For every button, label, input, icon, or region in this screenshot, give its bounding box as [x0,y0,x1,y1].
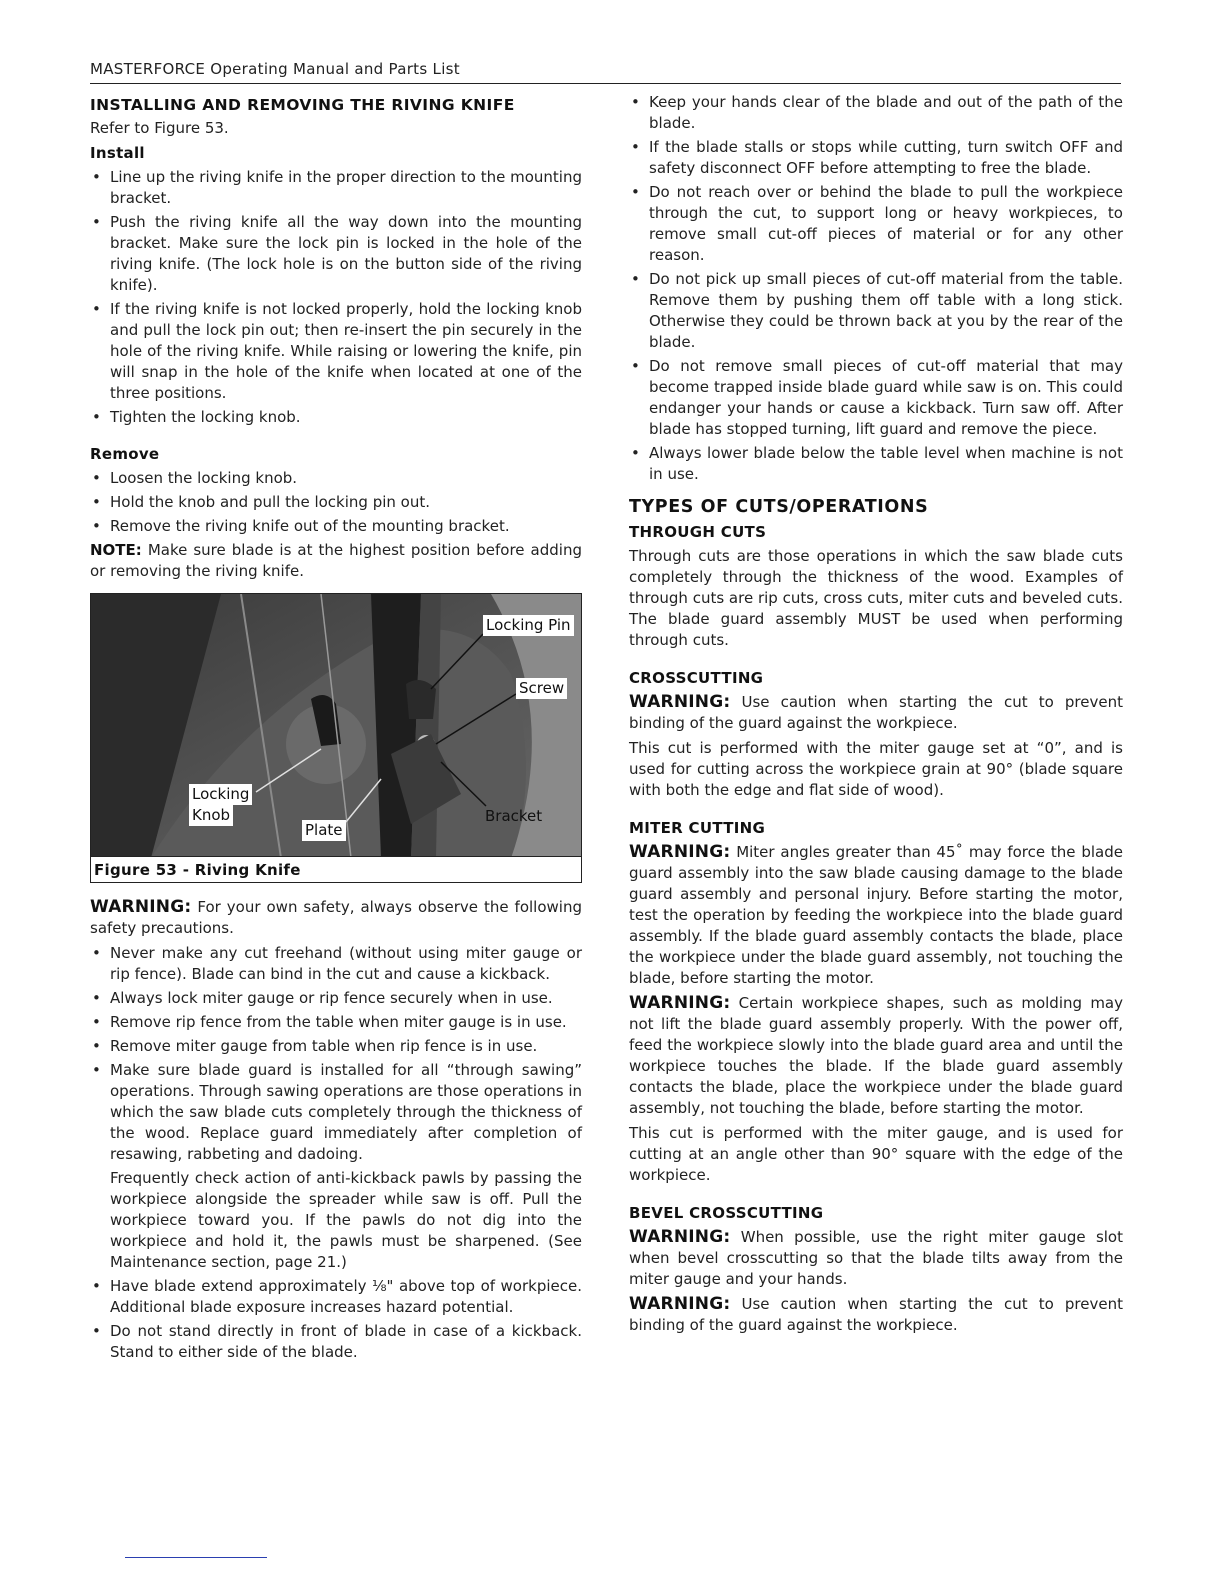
list-item: • Loosen the locking knob. [90,468,582,489]
refer-text: Refer to Figure 53. [90,119,229,137]
crosscut-text: This cut is performed with the miter gauge set at “0”, and is used for cutting across the workpiece grain at 90° (blade square with both the edge and flat side of wood). [629,739,1123,799]
remove-heading: Remove [90,445,160,463]
list-item: • Always lower blade below the table level when machine is not in use. [629,443,1123,485]
warning-label: WARNING: [90,897,192,917]
left-column [90,92,582,1366]
list-item: • Hold the knob and pull the locking pin out. [90,492,582,513]
miter-warning-1-text: Miter angles greater than 45˚ may force the blade guard assembly into the saw blade causing damage to the blade guard assembly and personal injury. Before starting the motor, test the operation by feeding the workpiece into the blade guard assembly. If the blade guard assembly contacts the blade, place the workpiece under the blade guard assembly, not touching the blade, before starting the motor. [629,843,1123,987]
crosscut-heading: CROSSCUTTING [629,669,764,687]
list-item: • Remove rip fence from the table when miter gauge is in use. [90,1012,582,1033]
note-text: Make sure blade is at the highest position before adding or removing the riving knife. [90,541,582,580]
remove-list [90,468,582,537]
miter-warning-1 [629,842,1123,989]
warning-label: WARNING: [629,1227,731,1247]
right-safety-list [629,92,1123,485]
list-item: • Make sure blade guard is installed for all “through sawing” operations. Through sawing operations are those operations in which the saw blade cuts completely through the thickness of the wood. Replace guard immediately after completion of resawing, rabbeting and dadoing. [90,1060,582,1165]
types-heading: TYPES OF CUTS/OPERATIONS [629,497,929,517]
list-item: • Do not stand directly in front of blade in case of a kickback. Stand to either side of the blade. [90,1321,582,1363]
warning-paragraph [90,897,582,939]
bevel-warning-2-text: Use caution when starting the cut to prevent binding of the guard against the workpiece. [629,1295,1123,1334]
label-plate: Plate [302,820,346,841]
warning-label: WARNING: [629,1294,731,1314]
install-heading: Install [90,144,145,162]
label-locking: Locking [189,784,252,805]
miter-warning-2-text: Certain workpiece shapes, such as molding may not lift the blade guard assembly properly. With the power off, feed the workpiece slowly into the blade guard area and until the workpiece touches the blade. If the blade guard assembly contacts the blade, place the workpiece under the blade guard assembly, not touching the blade, before starting the motor. [629,994,1123,1117]
note-paragraph [90,540,582,582]
install-list [90,167,582,428]
installing-heading: INSTALLING AND REMOVING THE RIVING KNIFE [90,96,515,114]
bevel-warning-1 [629,1227,1123,1290]
footer-link-line [125,1557,267,1558]
warning-text: For your own safety, always observe the following safety precautions. [90,898,582,937]
warning-label: WARNING: [629,993,731,1013]
bevel-heading: BEVEL CROSSCUTTING [629,1204,824,1222]
list-item: • Have blade extend approximately ⅛" above top of workpiece. Additional blade exposure increases hazard potential. [90,1276,582,1318]
safety-list [90,943,582,1165]
bevel-warning-2 [629,1294,1123,1336]
list-item: • If the riving knife is not locked properly, hold the locking knob and pull the lock pin out; then re-insert the pin securely in the hole of the riving knife. While raising or lowering the knife, pin will snap in the hole of the knife when located at one of the three positions. [90,299,582,404]
frequently-paragraph: Frequently check action of anti-kickback pawls by passing the workpiece alongside the spreader while saw is off. Pull the workpiece toward you. If the pawls do not dig into the workpiece and hold it, the pawls must be sharpened. (See Maintenance section, page 21.) [110,1169,582,1271]
right-column [629,92,1123,1340]
list-item: • Remove the riving knife out of the mounting bracket. [90,516,582,537]
warning-label: WARNING: [629,842,731,862]
list-item: • Tighten the locking knob. [90,407,582,428]
list-item: • Do not reach over or behind the blade to pull the workpiece through the cut, to support long or heavy workpieces, to remove small cut-off pieces of material or for any other reason. [629,182,1123,266]
list-item: • Do not remove small pieces of cut-off material that may become trapped inside blade guard while saw is on. This could endanger your hands or cause a kickback. Turn saw off. After blade has stopped turning, lift guard and remove the piece. [629,356,1123,440]
label-bracket: Bracket [485,807,543,825]
note-label: NOTE: [90,541,142,559]
safety-list-2 [90,1276,582,1363]
miter-heading: MITER CUTTING [629,819,766,837]
through-text: Through cuts are those operations in which the saw blade cuts completely through the thickness of the wood. Examples of through cuts are rip cuts, cross cuts, miter cuts and beveled cuts. The blade guard assembly MUST be used when performing through cuts. [629,547,1123,649]
label-knob: Knob [189,805,233,826]
warning-label: WARNING: [629,692,731,712]
list-item: • Never make any cut freehand (without using miter gauge or rip fence). Blade can bind in the cut and cause a kickback. [90,943,582,985]
bevel-warning-1-text: When possible, use the right miter gauge slot when bevel crosscutting so that the blade tilts away from the miter gauge and your hands. [629,1228,1123,1288]
page-header [90,60,1121,84]
header-title: MASTERFORCE Operating Manual and Parts List [90,60,460,78]
miter-text: This cut is performed with the miter gauge, and is used for cutting at an angle other than 90° square with the edge of the workpiece. [629,1124,1123,1184]
crosscut-warning [629,692,1123,734]
list-item: • Keep your hands clear of the blade and out of the path of the blade. [629,92,1123,134]
list-item: • Line up the riving knife in the proper direction to the mounting bracket. [90,167,582,209]
figure-riving-knife [90,593,582,883]
crosscut-warning-text: Use caution when starting the cut to prevent binding of the guard against the workpiece. [629,693,1123,732]
list-item: • If the blade stalls or stops while cutting, turn switch OFF and safety disconnect OFF before attempting to free the blade. [629,137,1123,179]
list-item: • Always lock miter gauge or rip fence securely when in use. [90,988,582,1009]
list-item: • Remove miter gauge from table when rip fence is in use. [90,1036,582,1057]
list-item: • Push the riving knife all the way down into the mounting bracket. Make sure the lock pin is locked in the hole of the riving knife. (The lock hole is on the button side of the riving knife). [90,212,582,296]
figure-caption: Figure 53 - Riving Knife [91,856,581,882]
list-item: • Do not pick up small pieces of cut-off material from the table. Remove them by pushing them off table with a long stick. Otherwise they could be thrown back at you by the rear of the blade. [629,269,1123,353]
label-screw: Screw [516,678,567,699]
miter-warning-2 [629,993,1123,1119]
label-locking-pin: Locking Pin [483,615,574,636]
through-heading: THROUGH CUTS [629,523,767,541]
